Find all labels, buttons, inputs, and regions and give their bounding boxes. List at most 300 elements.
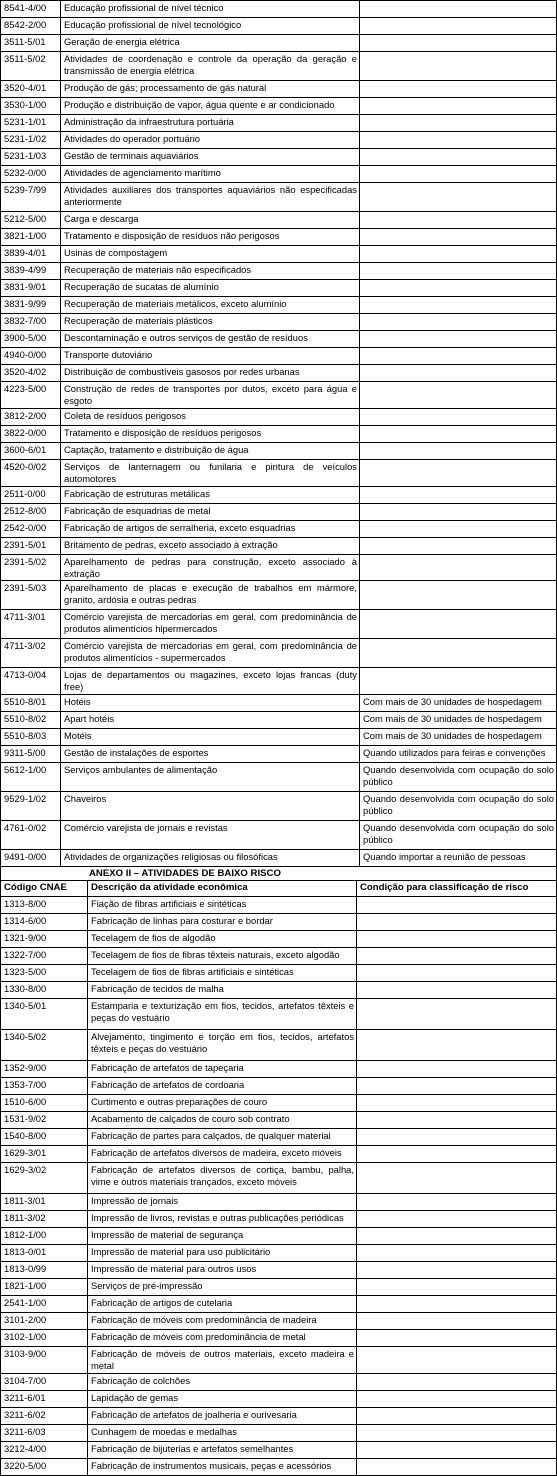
table-row [1,408,557,425]
table-row [1,52,557,81]
table-row [1,246,557,263]
cnae-code-cell: 3600-6/01 [1,442,61,459]
activity-description-cell: Fabricação de colchões [88,1374,357,1391]
activity-description-cell: Administração da infraestrutura portuária [61,115,360,132]
risk-condition-cell [360,115,557,132]
risk-condition-cell [360,52,557,81]
risk-condition-cell [357,897,557,914]
cnae-code-cell: 5212-5/00 [1,212,61,229]
risk-condition-cell [360,314,557,331]
risk-condition-cell [360,212,557,229]
activity-description-cell: Comércio varejista de mercadorias em geral, com predominância de produtos alimentícios - supermercados [61,639,360,668]
cnae-code-cell: 1811-3/01 [1,1194,88,1211]
activity-description-cell: Geração de energia elétrica [61,35,360,52]
risk-condition-cell [357,1129,557,1146]
risk-condition-cell [360,348,557,365]
cnae-code-cell: 9529-1/02 [1,792,61,821]
activity-description-cell: Impressão de livros, revistas e outras publicações periódicas [88,1211,357,1228]
activity-description-cell: Tratamento e disposição de resíduos perigosos [61,425,360,442]
risk-condition-cell [357,1279,557,1296]
activity-description-cell: Distribuição de combustíveis gasosos por redes urbanas [61,365,360,382]
activity-description-cell: Chaveiros [61,792,360,821]
cnae-code-cell: 3211-6/02 [1,1408,88,1425]
risk-condition-cell [357,1330,557,1347]
activity-description-cell: Recuperação de sucatas de alumínio [61,280,360,297]
table-row [1,931,557,948]
cnae-code-cell: 4520-0/02 [1,459,61,486]
activity-description-cell: Aparelhamento de placas e execução de trabalhos em mármore, granito, ardósia e outras pedras [61,581,360,610]
risk-condition-cell [360,554,557,581]
cnae-code-cell: 4940-0/00 [1,348,61,365]
risk-condition-cell [360,280,557,297]
activity-description-cell: Fabricação de artefatos de tapeçaria [88,1061,357,1078]
risk-condition-cell [360,297,557,314]
table-row [1,1459,557,1476]
risk-condition-cell [360,1,557,18]
cnae-code-cell: 1322-7/00 [1,948,88,965]
risk-condition-cell [357,999,557,1030]
table-header-row [1,881,557,897]
activity-description-cell: Produção e distribuição de vapor, água quente e ar condicionado [61,98,360,115]
table-row [1,1061,557,1078]
activity-description-cell: Fiação de fibras artificiais e sintéticas [88,897,357,914]
risk-condition-cell [360,263,557,280]
cnae-code-cell: 3103-9/00 [1,1347,88,1374]
cnae-code-cell: 2542-0/00 [1,520,61,537]
table-row [1,1391,557,1408]
table-row [1,1425,557,1442]
risk-condition-cell [357,1391,557,1408]
table-row [1,212,557,229]
cnae-code-cell: 2511-0/00 [1,486,61,503]
activity-description-cell: Motéis [61,729,360,746]
table-row [1,115,557,132]
risk-condition-cell [360,537,557,554]
risk-condition-cell: Com mais de 30 unidades de hospedagem [360,712,557,729]
risk-condition-cell [360,229,557,246]
activity-description-cell: Transporte dutoviário [61,348,360,365]
cnae-code-cell: 8542-2/00 [1,18,61,35]
risk-condition-cell [360,639,557,668]
table-row [1,486,557,503]
risk-condition-cell [357,1425,557,1442]
risk-condition-cell [357,948,557,965]
table-row [1,897,557,914]
table-row [1,537,557,554]
table-row [1,821,557,850]
header-condition: Condição para classificação de risco [357,881,557,897]
cnae-code-cell: 2391-5/01 [1,537,61,554]
cnae-code-cell: 1531-9/02 [1,1112,88,1129]
cnae-code-cell: 3832-7/00 [1,314,61,331]
table-row [1,442,557,459]
cnae-code-cell: 1813-0/99 [1,1262,88,1279]
activity-description-cell: Fabricação de estruturas metálicas [61,486,360,503]
risk-condition-cell [357,1296,557,1313]
risk-condition-cell [360,166,557,183]
cnae-code-cell: 3212-4/00 [1,1442,88,1459]
cnae-code-cell: 5510-8/01 [1,695,61,712]
table-row [1,695,557,712]
activity-description-cell: Comércio varejista de jornais e revistas [61,821,360,850]
table-row [1,1313,557,1330]
cnae-code-cell: 1314-6/00 [1,914,88,931]
risk-condition-cell [360,183,557,212]
table-row [1,746,557,763]
cnae-code-cell: 3839-4/99 [1,263,61,280]
cnae-code-cell: 1340-5/01 [1,999,88,1030]
cnae-code-cell: 1353-7/00 [1,1078,88,1095]
table-row [1,348,557,365]
activity-description-cell: Lapidação de gemas [88,1391,357,1408]
cnae-code-cell: 2512-8/00 [1,503,61,520]
activity-description-cell: Fabricação de partes para calçados, de qualquer material [88,1129,357,1146]
table-row [1,1442,557,1459]
table-row [1,365,557,382]
activity-description-cell: Recuperação de materiais metálicos, exceto alumínio [61,297,360,314]
risk-condition-cell [360,382,557,409]
activity-description-cell: Acabamento de calçados de couro sob contrato [88,1112,357,1129]
risk-condition-cell [360,408,557,425]
table-row [1,503,557,520]
risk-condition-cell [357,1211,557,1228]
activity-description-cell: Hotéis [61,695,360,712]
activity-description-cell: Fabricação de artigos de cutelaria [88,1296,357,1313]
risk-condition-cell [360,459,557,486]
cnae-code-cell: 1812-1/00 [1,1228,88,1245]
cnae-code-cell: 3831-9/99 [1,297,61,314]
cnae-code-cell: 5231-1/03 [1,149,61,166]
table-row [1,459,557,486]
risk-condition-cell [360,503,557,520]
activity-description-cell: Construção de redes de transportes por dutos, exceto para água e esgoto [61,382,360,409]
cnae-code-cell: 3530-1/00 [1,98,61,115]
risk-condition-cell [357,1112,557,1129]
table-row [1,1078,557,1095]
cnae-code-cell: 3511-5/01 [1,35,61,52]
table-row [1,1245,557,1262]
cnae-code-cell: 4713-0/04 [1,668,61,695]
activity-description-cell: Fabricação de móveis de outros materiais, exceto madeira e metal [88,1347,357,1374]
activity-description-cell: Fabricação de artefatos de joalheria e ourivesaria [88,1408,357,1425]
cnae-code-cell: 3520-4/02 [1,365,61,382]
activity-description-cell: Recuperação de materiais não especificados [61,263,360,280]
risk-condition-cell [357,1030,557,1061]
activity-description-cell: Recuperação de materiais plásticos [61,314,360,331]
cnae-code-cell: 1813-0/01 [1,1245,88,1262]
risk-condition-cell [357,1262,557,1279]
activity-description-cell: Apart hotéis [61,712,360,729]
activity-description-cell: Atividades de coordenação e controle da operação da geração e transmissão de energia elétrica [61,52,360,81]
activity-description-cell: Fabricação de artigos de serralheria, exceto esquadrias [61,520,360,537]
table-row [1,1112,557,1129]
table-row [1,229,557,246]
activity-description-cell: Fabricação de artefatos de cordoaria [88,1078,357,1095]
table-row [1,792,557,821]
risk-condition-cell [357,1408,557,1425]
risk-condition-cell [360,331,557,348]
cnae-code-cell: 1629-3/01 [1,1146,88,1163]
cnae-code-cell: 5239-7/99 [1,183,61,212]
cnae-code-cell: 3821-1/00 [1,229,61,246]
activity-description-cell: Alvejamento, tingimento e torção em fios, tecidos, artefatos têxteis e peças do vestuário [88,1030,357,1061]
activity-description-cell: Educação profissional de nível técnico [61,1,360,18]
risk-condition-cell [360,668,557,695]
risk-condition-cell [357,1194,557,1211]
table-row [1,581,557,610]
activity-description-cell: Tecelagem de fios de fibras têxteis naturais, exceto algodão [88,948,357,965]
risk-condition-cell [357,1228,557,1245]
risk-condition-cell [360,98,557,115]
cnae-code-cell: 3822-0/00 [1,425,61,442]
activity-description-cell: Tecelagem de fios de fibras artificiais e sintéticas [88,965,357,982]
cnae-code-cell: 4711-3/02 [1,639,61,668]
risk-condition-cell [357,1163,557,1194]
table-row [1,1,557,18]
cnae-code-cell: 1821-1/00 [1,1279,88,1296]
table-row [1,35,557,52]
cnae-code-cell: 5612-1/00 [1,763,61,792]
table-row [1,982,557,999]
table-row [1,1030,557,1061]
table-row [1,314,557,331]
cnae-code-cell: 2541-1/00 [1,1296,88,1313]
table-row [1,183,557,212]
table-row [1,914,557,931]
table-row [1,999,557,1030]
cnae-code-cell: 5231-1/01 [1,115,61,132]
header-code: Código CNAE [1,881,88,897]
risk-condition-cell [357,1313,557,1330]
cnae-code-cell: 1540-8/00 [1,1129,88,1146]
risk-condition-cell [360,246,557,263]
table-row [1,763,557,792]
table-row [1,1262,557,1279]
activity-description-cell: Atividades de organizações religiosas ou filosóficas [61,850,360,867]
cnae-code-cell: 2391-5/03 [1,581,61,610]
table-row [1,729,557,746]
risk-condition-cell [357,1459,557,1476]
cnae-code-cell: 1811-3/02 [1,1211,88,1228]
risk-condition-cell: Com mais de 30 unidades de hospedagem [360,695,557,712]
activity-description-cell: Impressão de material de segurança [88,1228,357,1245]
risk-condition-cell: Quando desenvolvida com ocupação do solo público [360,763,557,792]
cnae-code-cell: 3839-4/01 [1,246,61,263]
risk-condition-cell: Quando desenvolvida com ocupação do solo público [360,821,557,850]
risk-condition-cell [360,149,557,166]
table-row [1,639,557,668]
risk-condition-cell [360,18,557,35]
header-description: Descrição da atividade econômica [88,881,357,897]
table-row [1,1163,557,1194]
cnae-code-cell: 9311-5/00 [1,746,61,763]
risk-condition-cell [360,365,557,382]
cnae-code-cell: 1352-9/00 [1,1061,88,1078]
cnae-code-cell: 4761-0/02 [1,821,61,850]
activity-description-cell: Impressão de material para uso publicitário [88,1245,357,1262]
risk-condition-cell [360,35,557,52]
risk-condition-cell [357,931,557,948]
activity-description-cell: Fabricação de móveis com predominância de madeira [88,1313,357,1330]
risk-condition-cell [357,1347,557,1374]
table-row [1,297,557,314]
risk-condition-cell [357,1095,557,1112]
activity-description-cell: Tecelagem de fios de algodão [88,931,357,948]
activity-description-cell: Fabricação de bijuterias e artefatos semelhantes [88,1442,357,1459]
cnae-code-cell: 4711-3/01 [1,610,61,639]
activity-description-cell: Lojas de departamentos ou magazines, exceto lojas francas (duty free) [61,668,360,695]
table-row [1,1095,557,1112]
table-row [1,520,557,537]
risk-condition-cell: Quando desenvolvida com ocupação do solo público [360,792,557,821]
activity-description-cell: Atividades auxiliares dos transportes aquaviários não especificadas anteriormente [61,183,360,212]
activity-description-cell: Fabricação de móveis com predominância de metal [88,1330,357,1347]
cnae-code-cell: 5232-0/00 [1,166,61,183]
cnae-code-cell: 1510-6/00 [1,1095,88,1112]
risk-condition-cell [360,486,557,503]
table-row [1,554,557,581]
activity-description-cell: Atividades do operador portuário [61,132,360,149]
risk-condition-cell [360,610,557,639]
risk-condition-cell [360,81,557,98]
cnae-code-cell: 3211-6/01 [1,1391,88,1408]
risk-condition-cell [357,1146,557,1163]
activity-description-cell: Descontaminação e outros serviços de gestão de resíduos [61,331,360,348]
table-row [1,1146,557,1163]
cnae-code-cell: 9491-0/00 [1,850,61,867]
cnae-code-cell: 1340-5/02 [1,1030,88,1061]
table-row [1,1228,557,1245]
risk-condition-cell [360,425,557,442]
activity-description-cell: Fabricação de artefatos diversos de cortiça, bambu, palha, vime e outros materiais trançados, exceto móveis [88,1163,357,1194]
activity-description-cell: Gestão de terminais aquaviários [61,149,360,166]
cnae-code-cell: 3831-9/01 [1,280,61,297]
table-row [1,1211,557,1228]
annex2-title: ANEXO II – ATIVIDADES DE BAIXO RISCO [0,867,557,880]
activity-description-cell: Aparelhamento de pedras para construção, exceto associado à extração [61,554,360,581]
risk-condition-cell [360,132,557,149]
cnae-code-cell: 3520-4/01 [1,81,61,98]
table-row [1,1279,557,1296]
cnae-code-cell: 3900-5/00 [1,331,61,348]
risk-condition-cell: Quando importar a reunião de pessoas [360,850,557,867]
risk-condition-cell [360,442,557,459]
cnae-code-cell: 3211-6/03 [1,1425,88,1442]
annex2-table [0,880,557,1476]
cnae-code-cell: 3220-5/00 [1,1459,88,1476]
risk-condition-cell [357,914,557,931]
activity-description-cell: Serviços de pré-impressão [88,1279,357,1296]
cnae-code-cell: 3511-5/02 [1,52,61,81]
table-row [1,18,557,35]
cnae-code-cell: 5231-1/02 [1,132,61,149]
activity-description-cell: Carga e descarga [61,212,360,229]
risk-condition-cell: Quando utilizados para feiras e convenções [360,746,557,763]
table-row [1,132,557,149]
table-row [1,166,557,183]
activity-description-cell: Curtimento e outras preparações de couro [88,1095,357,1112]
cnae-code-cell: 5510-8/03 [1,729,61,746]
activity-description-cell: Gestão de instalações de esportes [61,746,360,763]
table-row [1,331,557,348]
table-row [1,149,557,166]
activity-description-cell: Impressão de jornais [88,1194,357,1211]
table-row [1,712,557,729]
table-row [1,81,557,98]
cnae-code-cell: 8541-4/00 [1,1,61,18]
activity-description-cell: Atividades de agenciamento marítimo [61,166,360,183]
risk-condition-cell [360,581,557,610]
table-row [1,1347,557,1374]
table-row [1,965,557,982]
cnae-code-cell: 4223-5/00 [1,382,61,409]
activity-description-cell: Fabricação de artefatos diversos de madeira, exceto móveis [88,1146,357,1163]
table-row [1,1296,557,1313]
activity-description-cell: Fabricação de esquadrias de metal [61,503,360,520]
cnae-code-cell: 3812-2/00 [1,408,61,425]
activity-description-cell: Coleta de resíduos perigosos [61,408,360,425]
cnae-code-cell: 1330-8/00 [1,982,88,999]
cnae-code-cell: 1323-5/00 [1,965,88,982]
activity-description-cell: Britamento de pedras, exceto associado à extração [61,537,360,554]
table-row [1,425,557,442]
cnae-code-cell: 1321-9/00 [1,931,88,948]
activity-description-cell: Educação profissional de nível tecnológico [61,18,360,35]
risk-condition-cell [357,965,557,982]
activity-description-cell: Impressão de material para outros usos [88,1262,357,1279]
cnae-code-cell: 2391-5/02 [1,554,61,581]
activity-description-cell: Captação, tratamento e distribuição de água [61,442,360,459]
cnae-code-cell: 5510-8/02 [1,712,61,729]
risk-condition-cell [360,520,557,537]
cnae-code-cell: 1313-8/00 [1,897,88,914]
activity-description-cell: Fabricação de tecidos de malha [88,982,357,999]
risk-condition-cell [357,1442,557,1459]
activity-description-cell: Comércio varejista de mercadorias em geral, com predominância de produtos alimentícios hipermercados [61,610,360,639]
cnae-code-cell: 3101-2/00 [1,1313,88,1330]
activity-description-cell: Produção de gás; processamento de gás natural [61,81,360,98]
table-row [1,280,557,297]
risk-condition-cell [357,1374,557,1391]
table-row [1,1408,557,1425]
activity-description-cell: Usinas de compostagem [61,246,360,263]
risk-condition-cell [357,1245,557,1262]
table-row [1,850,557,867]
table-row [1,98,557,115]
risk-condition-cell: Com mais de 30 unidades de hospedagem [360,729,557,746]
activity-description-cell: Tratamento e disposição de resíduos não perigosos [61,229,360,246]
activity-description-cell: Fabricação de linhas para costurar e bordar [88,914,357,931]
activity-description-cell: Fabricação de instrumentos musicais, peças e acessórios [88,1459,357,1476]
activity-description-cell: Serviços de lanternagem ou funilaria e pintura de veículos automotores [61,459,360,486]
cnae-code-cell: 3104-7/00 [1,1374,88,1391]
table-row [1,1194,557,1211]
cnae-code-cell: 3102-1/00 [1,1330,88,1347]
risk-condition-cell [357,1078,557,1095]
table-row [1,263,557,280]
table-row [1,610,557,639]
table-row [1,948,557,965]
activity-description-cell: Estamparia e texturização em fios, tecidos, artefatos têxteis e peças do vestuário [88,999,357,1030]
table-row [1,1129,557,1146]
table-row [1,382,557,409]
activity-description-cell: Cunhagem de moedas e medalhas [88,1425,357,1442]
risk-condition-cell [357,982,557,999]
table-row [1,1374,557,1391]
table-row [1,1330,557,1347]
activity-description-cell: Serviços ambulantes de alimentação [61,763,360,792]
table-row [1,668,557,695]
